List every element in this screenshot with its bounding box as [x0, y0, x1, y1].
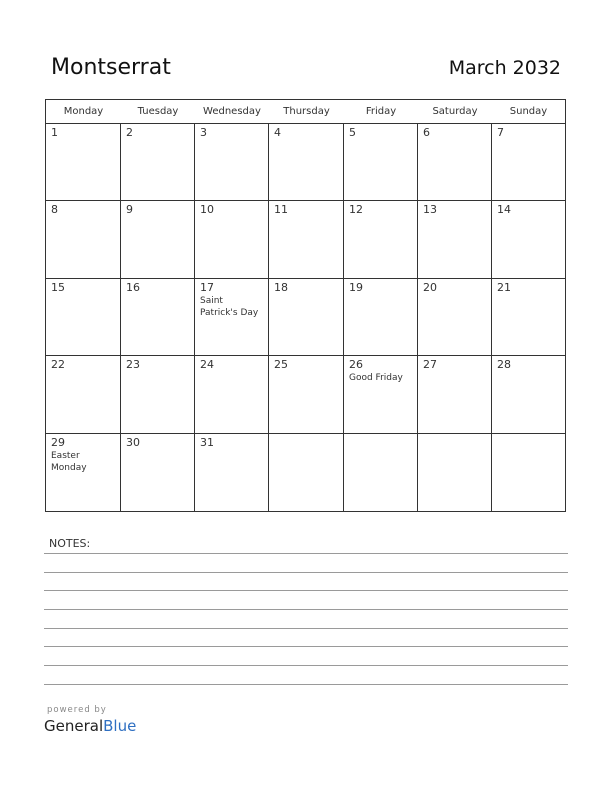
weekday-header: Sunday [492, 100, 565, 124]
day-cell [344, 356, 418, 434]
day-number: 22 [51, 358, 65, 371]
day-number: 27 [423, 358, 437, 371]
day-cell [344, 434, 418, 511]
brand-logo [44, 717, 136, 735]
day-cell [492, 201, 565, 279]
day-number: 23 [126, 358, 140, 371]
weekday-header: Tuesday [121, 100, 195, 124]
day-cell [46, 434, 121, 511]
notes-label: NOTES: [49, 537, 91, 550]
month-label: March 2032 [448, 57, 561, 79]
day-cell [269, 201, 344, 279]
day-cell [46, 124, 121, 201]
day-number: 19 [349, 281, 363, 294]
day-cell [195, 434, 269, 511]
day-cell [46, 201, 121, 279]
day-cell [344, 124, 418, 201]
day-number: 8 [51, 203, 58, 216]
day-cell [418, 124, 492, 201]
day-number: 25 [274, 358, 288, 371]
holiday-label: Saint [200, 296, 223, 306]
holiday-label: Patrick's Day [200, 308, 259, 318]
day-cell [492, 434, 565, 511]
day-number: 7 [497, 126, 504, 139]
weekday-header: Thursday [269, 100, 344, 124]
day-cell [344, 201, 418, 279]
day-number: 14 [497, 203, 511, 216]
day-number: 20 [423, 281, 437, 294]
note-line [44, 590, 568, 591]
note-line [44, 646, 568, 647]
day-cell [418, 279, 492, 356]
day-cell [269, 356, 344, 434]
day-cell [418, 434, 492, 511]
day-number: 1 [51, 126, 58, 139]
day-number: 5 [349, 126, 356, 139]
calendar-grid [45, 99, 566, 512]
day-number: 26 [349, 358, 363, 371]
powered-by-label: powered by [47, 705, 107, 715]
day-number: 21 [497, 281, 511, 294]
day-cell [121, 279, 195, 356]
day-cell [195, 356, 269, 434]
day-number: 10 [200, 203, 214, 216]
day-number: 28 [497, 358, 511, 371]
day-cell [121, 201, 195, 279]
day-number: 4 [274, 126, 281, 139]
weekday-header: Monday [46, 100, 121, 124]
day-number: 2 [126, 126, 133, 139]
day-number: 15 [51, 281, 65, 294]
brand-general: General [44, 717, 104, 735]
day-number: 9 [126, 203, 133, 216]
day-cell [344, 279, 418, 356]
page-title: Montserrat [51, 55, 171, 80]
note-line [44, 572, 568, 573]
day-cell [46, 356, 121, 434]
day-number: 31 [200, 436, 214, 449]
day-number: 17 [200, 281, 214, 294]
note-line [44, 609, 568, 610]
day-cell [492, 356, 565, 434]
day-cell [418, 201, 492, 279]
day-number: 13 [423, 203, 437, 216]
weekday-header: Friday [344, 100, 418, 124]
note-line [44, 628, 568, 629]
day-number: 24 [200, 358, 214, 371]
holiday-label: Easter [51, 451, 80, 461]
day-cell [121, 434, 195, 511]
day-cell [46, 279, 121, 356]
day-cell [195, 279, 269, 356]
holiday-label: Monday [51, 463, 87, 473]
note-line [44, 553, 568, 554]
day-cell [121, 356, 195, 434]
day-cell [418, 356, 492, 434]
day-cell [269, 279, 344, 356]
weekday-header: Wednesday [195, 100, 269, 124]
day-cell [492, 124, 565, 201]
holiday-label: Good Friday [349, 373, 403, 383]
day-cell [492, 279, 565, 356]
day-number: 6 [423, 126, 430, 139]
day-cell [121, 124, 195, 201]
day-cell [195, 124, 269, 201]
note-line [44, 665, 568, 666]
note-line [44, 684, 568, 685]
day-number: 11 [274, 203, 288, 216]
brand-blue: Blue [103, 717, 137, 735]
day-number: 29 [51, 436, 65, 449]
weekday-header: Saturday [418, 100, 492, 124]
day-number: 18 [274, 281, 288, 294]
day-number: 3 [200, 126, 207, 139]
day-number: 12 [349, 203, 363, 216]
day-cell [195, 201, 269, 279]
day-cell [269, 434, 344, 511]
day-number: 16 [126, 281, 140, 294]
day-cell [269, 124, 344, 201]
day-number: 30 [126, 436, 140, 449]
